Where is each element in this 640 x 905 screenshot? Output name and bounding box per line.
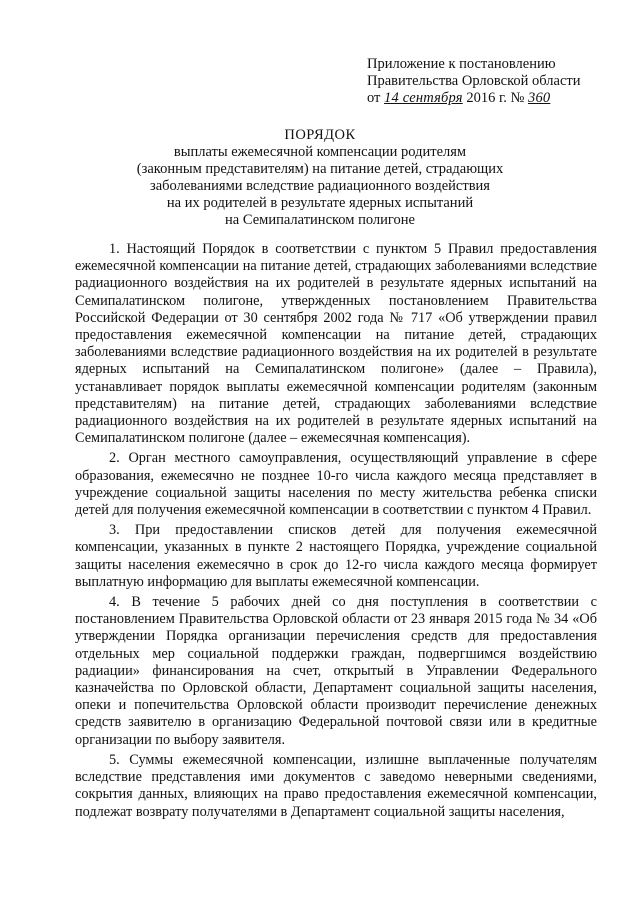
paragraph-2: 2. Орган местного самоуправления, осуществляющий управление в сфере образования, ежемесячно не позднее 10-го числа каждого месяца представляет в учреждение социальной защиты населения по месту жительства ребенка списки детей для получения ежемесячной компенсации в соответствии с пунктом 4 Правил. bbox=[75, 450, 597, 519]
paragraph-5: 5. Суммы ежемесячной компенсации, излишне выплаченные получателям вследствие представления ими документов с заведомо неверными сведениями, сокрытия данных, влияющих на право предоставления ежемесячной компенсации, подлежат возврату получателями в Департамент социальной защиты населения, bbox=[75, 751, 597, 820]
handwritten-date: 14 сентября bbox=[384, 90, 463, 106]
header-line-2: Правительства Орловской области bbox=[367, 73, 581, 89]
title-line-4: на их родителей в результате ядерных испытаний bbox=[166, 195, 474, 211]
number-prefix: № bbox=[510, 90, 525, 106]
paragraph-1: 1. Настоящий Порядок в соответствии с пунктом 5 Правил предоставления ежемесячной компенсации на питание детей, страдающих заболеваниями вследствие радиационного воздействия на их родителей в результате ядерных испытаний на Семипалатинском полигоне, утвержденных постановлением Правительства Российской Федерации от 30 сентября 2002 года № 717 «Об утверждении правил предоставления ежемесячной компенсации на питание детей, страдающих заболеваниями вследствие радиационного воздействия на их родителей в результате ядерных испытаний на Семипалатинском полигоне» (далее – Правила), устанавливает порядок выплаты ежемесячной компенсации родителям (законным представителям) на питание детей, страдающих заболеваниями вследствие радиационного воздействия на их родителей в результате ядерных испытаний на Семипалатинском полигоне (далее – ежемесячная компенсация). bbox=[75, 241, 597, 447]
date-year: 2016 г. bbox=[466, 90, 507, 106]
title-line-1: выплаты ежемесячной компенсации родителям bbox=[173, 144, 467, 160]
handwritten-number: 360 bbox=[528, 90, 551, 106]
document-body bbox=[75, 241, 597, 824]
title-main: ПОРЯДОК bbox=[284, 127, 356, 143]
paragraph-3: 3. При предоставлении списков детей для получения ежемесячной компенсации, указанных в пункте 2 настоящего Порядка, учреждение социальной защиты населения ежемесячно в срок до 12-го числа каждого месяца формирует выплатную информацию для выплаты ежемесячной компенсации. bbox=[75, 522, 597, 590]
appendix-header bbox=[367, 56, 617, 107]
header-line-1: Приложение к постановлению bbox=[367, 56, 556, 72]
paragraph-4: 4. В течение 5 рабочих дней со дня поступления в соответствии с постановлением Правительства Орловской области от 23 января 2015 года № 34 «Об утверждении Порядка организации перечисления средств для предоставления отдельных мер социальной поддержки граждан, подвергшимся воздействию радиации» финансирования на счет, открытый в Управлении Федерального казначейства по Орловской области, Департамент социальной защиты населения, опеки и попечительства Орловской области производит перечисление денежных средств заявителю в организацию Федеральной почтовой связи или в кредитные организации по выбору заявителя. bbox=[75, 594, 597, 748]
header-date-line bbox=[367, 90, 617, 107]
date-prefix: от bbox=[367, 90, 381, 106]
title-line-2: (законным представителям) на питание детей, страдающих bbox=[136, 161, 504, 177]
title-line-5: на Семипалатинском полигоне bbox=[225, 212, 415, 228]
title-line-3: заболеваниями вследствие радиационного воздействия bbox=[150, 178, 490, 194]
document-title bbox=[0, 127, 640, 229]
